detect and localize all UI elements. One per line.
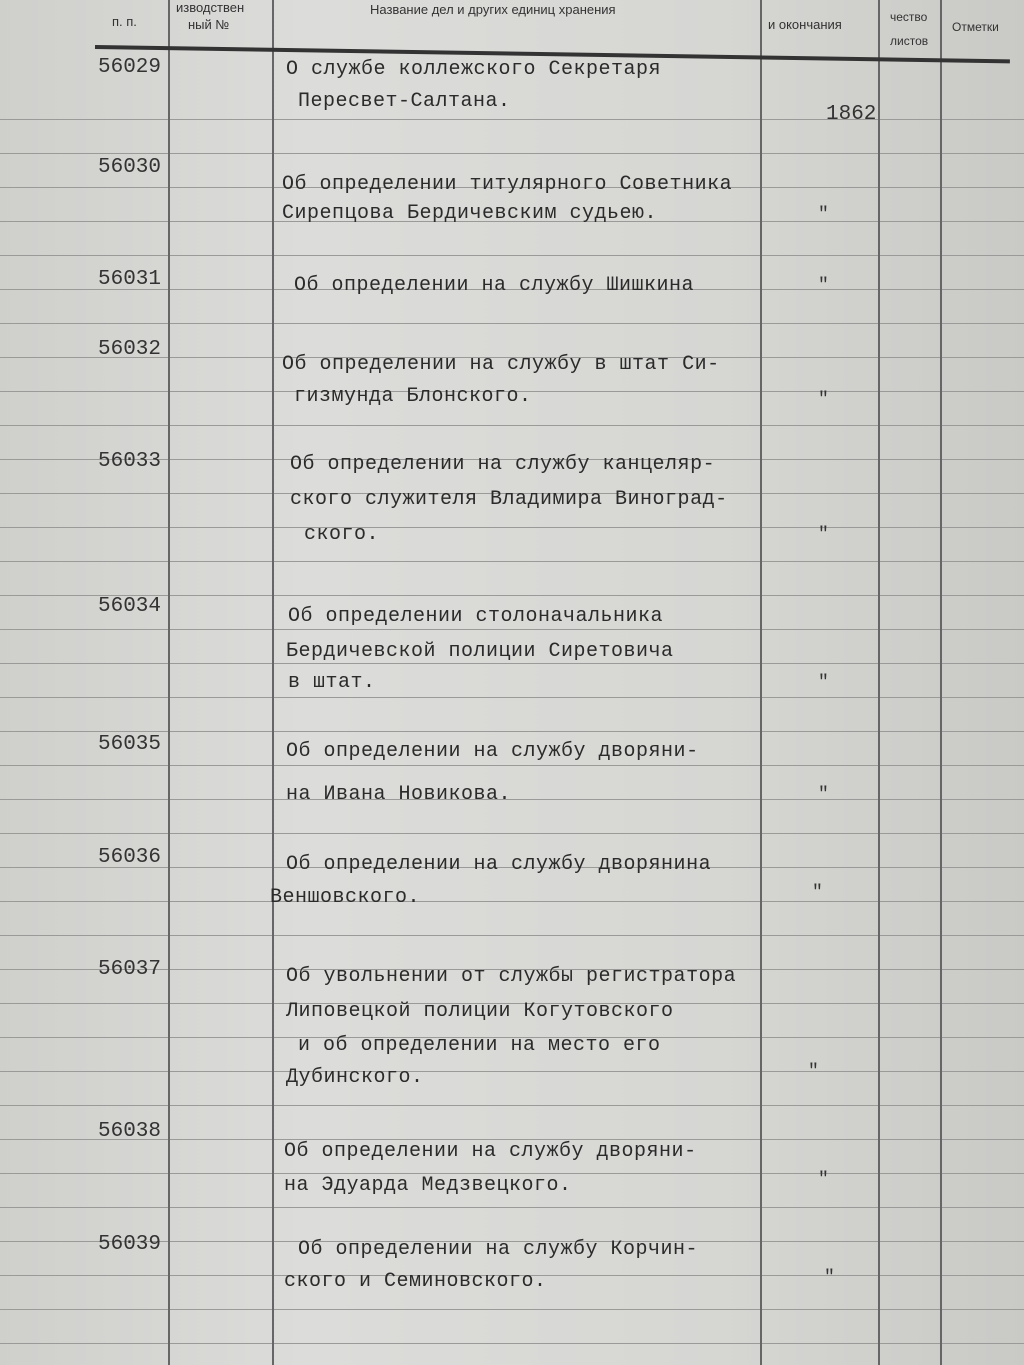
entry-title-line: Об увольнении от службы регистратора: [286, 965, 737, 988]
entry-number: 56030: [98, 156, 162, 179]
column-divider: [272, 0, 274, 1365]
entry-title-line: ского и Семиновского.: [284, 1270, 547, 1293]
header-notes: Отметки: [952, 20, 999, 34]
entry-title-line: О службе коллежского Секретаря: [286, 58, 662, 81]
entry-title-line: и об определении на место его: [298, 1034, 661, 1057]
entry-title-line: на Ивана Новикова.: [286, 783, 512, 806]
column-divider: [940, 0, 942, 1365]
entry-title-line: на Эдуарда Медзвецкого.: [284, 1174, 572, 1197]
entry-date: ": [824, 1268, 835, 1288]
entry-number: 56036: [98, 846, 162, 869]
entry-title-line: Об определении столоначальника: [288, 605, 664, 628]
header-office: ный №: [188, 17, 230, 32]
entry-date: ": [818, 276, 829, 296]
entry-number: 56035: [98, 733, 162, 756]
column-divider: [760, 0, 762, 1365]
header-count-a: чество: [890, 10, 928, 24]
entry-number: 56029: [98, 56, 162, 79]
entry-date: ": [818, 1170, 829, 1190]
entry-date: ": [818, 525, 829, 545]
entry-title-line: Бердичевской полиции Сиретовича: [286, 640, 674, 663]
entry-title-line: ского.: [304, 523, 380, 546]
entry-date: ": [818, 390, 829, 410]
entry-date: ": [818, 205, 829, 225]
entry-title-line: Об определении на службу в штат Си-: [282, 353, 720, 376]
entry-title-line: Веншовского.: [270, 886, 421, 909]
entry-number: 56033: [98, 450, 162, 473]
entry-number: 56037: [98, 958, 162, 981]
entry-number: 56034: [98, 595, 162, 618]
entry-title-line: Об определении на службу дворяни-: [286, 740, 699, 763]
entry-title-line: Об определении на службу дворяни-: [284, 1140, 697, 1163]
entry-title-line: Дубинского.: [286, 1066, 424, 1089]
entry-title-line: Об определении титулярного Советника: [282, 173, 733, 196]
entry-number: 56039: [98, 1233, 162, 1256]
header-dates: и окончания: [768, 17, 842, 32]
column-divider: [168, 0, 170, 1365]
entry-date: 1862: [826, 103, 877, 126]
header-num: п. п.: [112, 14, 137, 29]
entry-title-line: Об определении на службу дворянина: [286, 853, 712, 876]
entry-title-line: Пересвет-Салтана.: [298, 90, 511, 113]
header-title: Название дел и других единиц хранения: [370, 2, 616, 17]
column-divider: [878, 0, 880, 1365]
entry-number: 56031: [98, 268, 162, 291]
entry-title-line: гизмунда Блонского.: [294, 385, 532, 408]
header-count-b: листов: [890, 34, 929, 48]
entry-date: ": [808, 1062, 819, 1082]
entry-number: 56038: [98, 1120, 162, 1143]
entry-title-line: Об определении на службу Корчин-: [298, 1238, 699, 1261]
entry-date: ": [812, 883, 823, 903]
entry-number: 56032: [98, 338, 162, 361]
entry-title-line: ского служителя Владимира Виноград-: [290, 488, 728, 511]
entry-title-line: Сирепцова Бердичевским судьею.: [282, 202, 658, 225]
entry-title-line: Об определении на службу канцеляр-: [290, 453, 716, 476]
entry-date: ": [818, 785, 829, 805]
entry-title-line: Об определении на службу Шишкина: [294, 274, 695, 297]
entry-title-line: Липовецкой полиции Когутовского: [286, 1000, 674, 1023]
entry-title-line: в штат.: [288, 671, 376, 694]
header-office-top: изводствен: [176, 0, 245, 15]
entry-date: ": [818, 673, 829, 693]
